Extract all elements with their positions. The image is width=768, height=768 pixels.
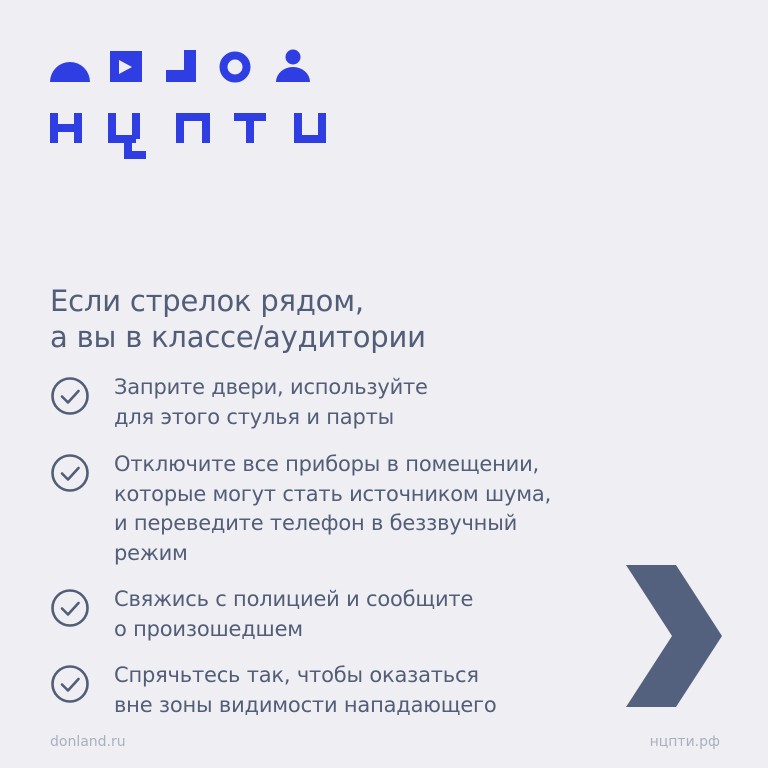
list-item-line: Свяжись с полицией и сообщите xyxy=(114,587,474,611)
ring-icon xyxy=(224,56,247,79)
check-circle-icon xyxy=(50,664,90,704)
list-item-line: Отключите все приборы в помещении, xyxy=(114,452,540,476)
check-circle-icon xyxy=(50,453,90,493)
list-item-text xyxy=(114,450,654,568)
list-item-line: которые могут стать источником шума, xyxy=(114,481,552,506)
list-item-line: Заприте двери, используйте xyxy=(114,375,428,399)
list-item-line: для этого стулья и парты xyxy=(114,404,394,429)
footer-brand-link[interactable]: нцпти.рф xyxy=(649,734,720,750)
list-item-line: Спрячьтесь так, чтобы оказаться xyxy=(114,663,479,687)
title-line: Если стрелок рядом, xyxy=(50,284,364,318)
page-title xyxy=(50,283,610,355)
play-square-icon xyxy=(110,51,142,82)
list-item-text xyxy=(114,585,654,644)
logo-shapes xyxy=(50,47,330,87)
list-item-line: вне зоны видимости нападающего xyxy=(114,692,497,717)
list-item-line: и переведите телефон в беззвучный xyxy=(114,511,518,535)
corner-block-icon xyxy=(166,50,196,82)
logo-wordmark xyxy=(50,103,350,203)
check-circle-icon xyxy=(50,588,90,628)
title-line: а вы в классе/аудитории xyxy=(50,320,426,354)
check-circle-icon xyxy=(50,376,90,416)
chevron-right-icon[interactable] xyxy=(624,563,724,709)
list-item-line: режим xyxy=(114,540,188,565)
half-circle-icon xyxy=(50,62,90,82)
list-item-line: о произошедшем xyxy=(114,616,303,641)
list-item-text xyxy=(114,661,654,720)
person-icon xyxy=(276,50,310,83)
list-item-text xyxy=(114,373,654,432)
footer-site-link[interactable]: donland.ru xyxy=(50,734,126,750)
